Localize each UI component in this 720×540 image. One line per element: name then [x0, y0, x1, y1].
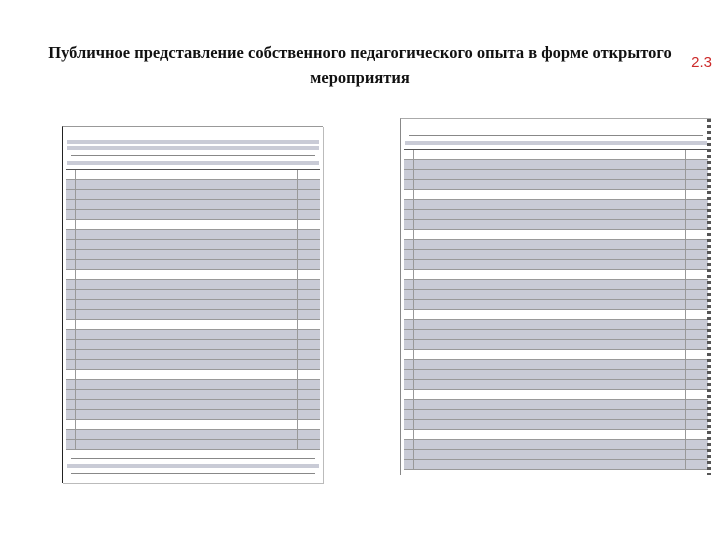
table-row [66, 380, 320, 390]
table-row [404, 330, 708, 340]
table-row [404, 340, 708, 350]
table-row [404, 280, 708, 290]
doc-heading-placeholder [401, 123, 711, 130]
table-row [404, 430, 708, 440]
table-row [66, 260, 320, 270]
table-row [66, 410, 320, 420]
doc-table [404, 149, 708, 470]
table-row [66, 320, 320, 330]
table-row [404, 270, 708, 280]
table-row [404, 390, 708, 400]
table-row [66, 440, 320, 450]
table-row [404, 400, 708, 410]
table-row [404, 360, 708, 370]
table-row [404, 210, 708, 220]
table-row [66, 270, 320, 280]
table-row [66, 170, 320, 180]
table-row [404, 220, 708, 230]
table-row [404, 320, 708, 330]
table-row [404, 250, 708, 260]
table-row [404, 200, 708, 210]
table-row [404, 370, 708, 380]
slide-title: Публичное представление собственного педагогического опыта в форме открытого мероприятия [48, 43, 672, 87]
table-row [66, 280, 320, 290]
table-row [404, 440, 708, 450]
doc-heading-placeholder [63, 131, 323, 138]
table-row [404, 350, 708, 360]
table-row [66, 200, 320, 210]
table-row [404, 310, 708, 320]
table-row [404, 420, 708, 430]
table-row [66, 430, 320, 440]
table-row [66, 250, 320, 260]
slide-number: 2.3 [691, 54, 712, 71]
document-image-left [62, 126, 323, 483]
table-row [404, 230, 708, 240]
table-row [404, 170, 708, 180]
table-row [66, 310, 320, 320]
table-row [404, 260, 708, 270]
table-row [404, 160, 708, 170]
table-row [66, 340, 320, 350]
table-row [66, 360, 320, 370]
document-image-right [400, 118, 711, 475]
table-row [404, 380, 708, 390]
table-row [404, 240, 708, 250]
table-row [404, 180, 708, 190]
table-row [404, 150, 708, 160]
table-row [66, 240, 320, 250]
table-row [66, 190, 320, 200]
table-row [404, 460, 708, 470]
table-row [66, 390, 320, 400]
table-row [66, 220, 320, 230]
table-row [404, 450, 708, 460]
table-row [404, 190, 708, 200]
table-row [66, 300, 320, 310]
table-row [66, 350, 320, 360]
table-row [404, 410, 708, 420]
table-row [66, 290, 320, 300]
table-row [66, 230, 320, 240]
table-row [66, 420, 320, 430]
table-row [66, 210, 320, 220]
table-row [66, 330, 320, 340]
table-row [66, 370, 320, 380]
table-row [66, 180, 320, 190]
table-row [404, 290, 708, 300]
table-row [404, 300, 708, 310]
table-row [66, 400, 320, 410]
doc-table [66, 169, 320, 450]
